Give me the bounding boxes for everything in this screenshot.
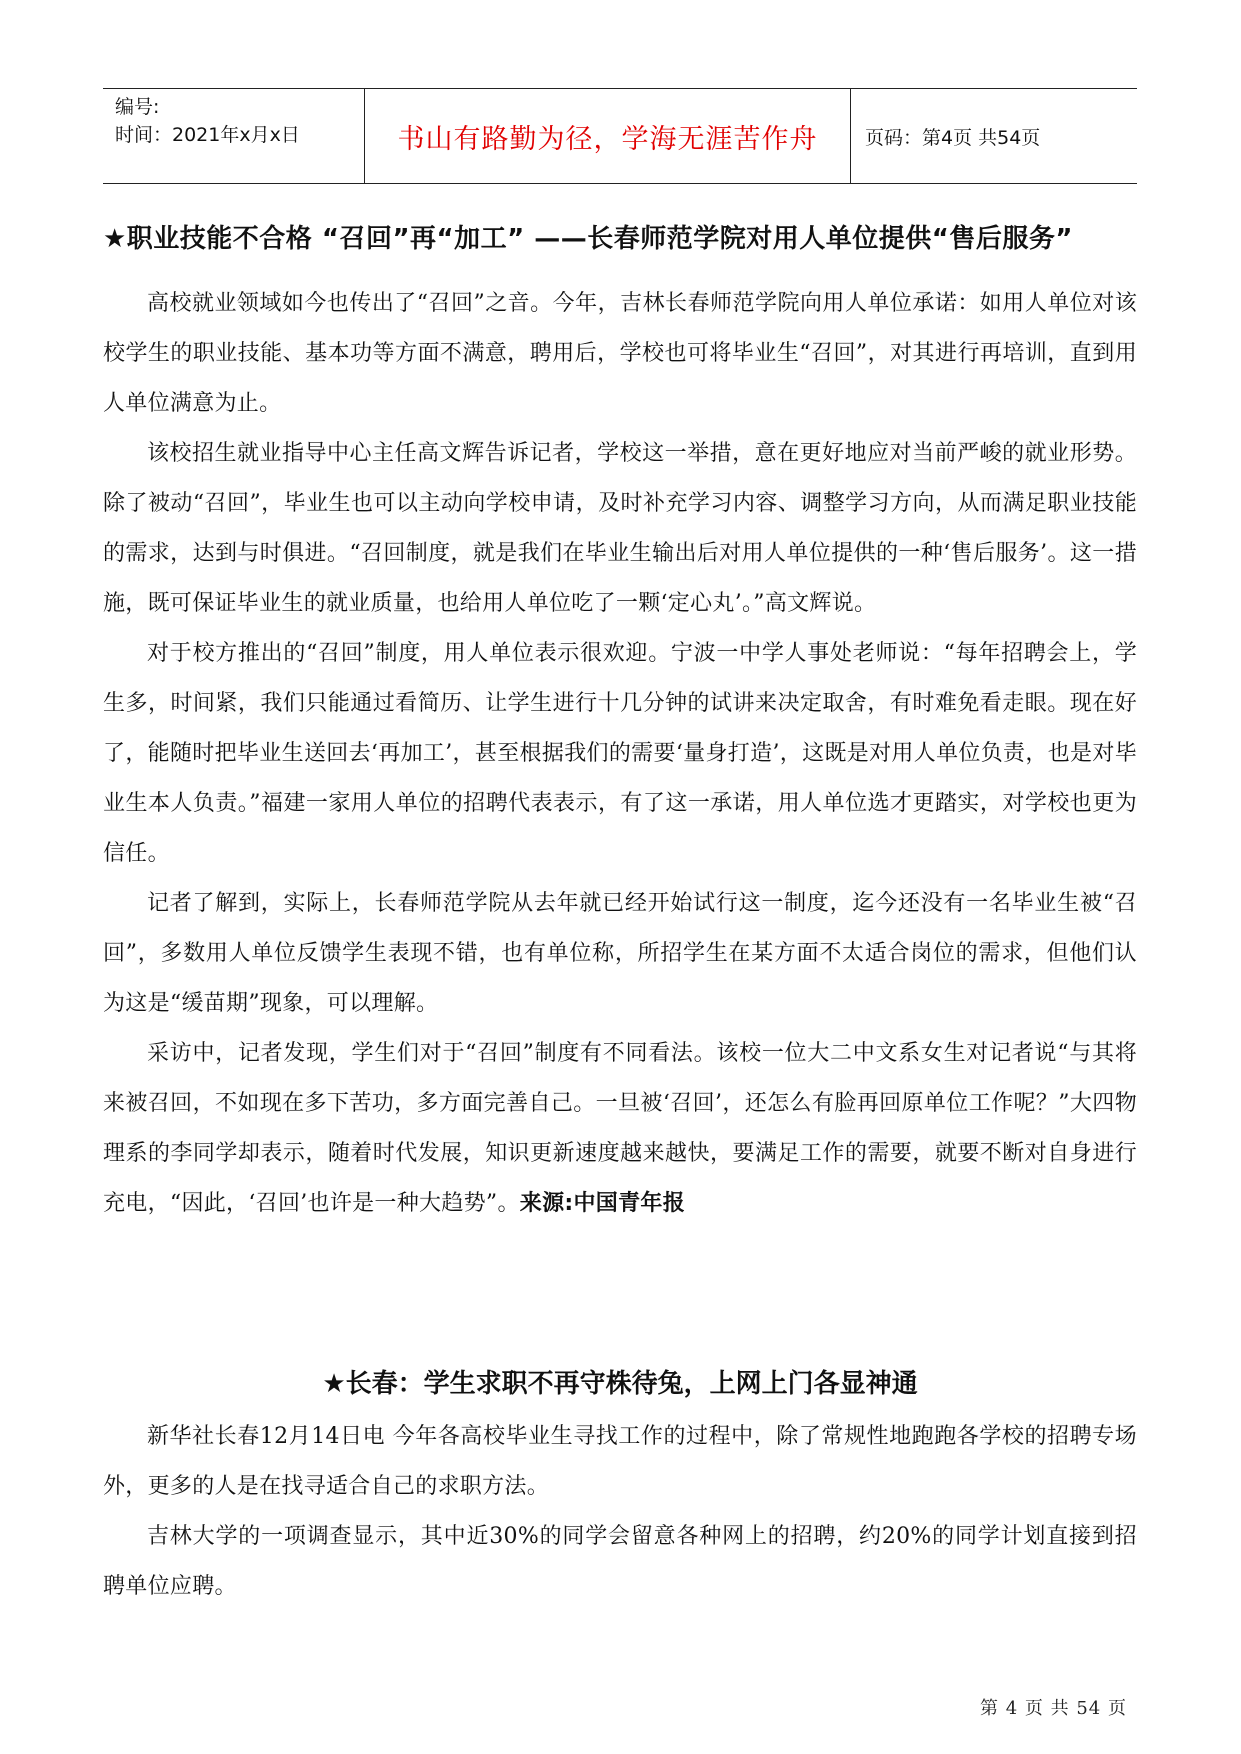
paragraph: 对于校方推出的“召回”制度，用人单位表示很欢迎。宁波一中学人事处老师说：“每年招聘会上，学生多，时间紧，我们只能通过看简历、让学生进行十几分钟的试讲来决定取舍，有时难免看走眼。现在好了，能随时把毕业生送回去‘再加工’，甚至根据我们的需要‘量身打造’，这既是对用人单位负责，也是对毕业生本人负责。”福建一家用人单位的招聘代表表示，有了这一承诺，用人单位选才更踏实，对学校也更为信任。 xyxy=(103,641,1137,866)
header-page-label: 页码：第4页 共54页 xyxy=(865,126,1041,149)
paragraph: 吉林大学的一项调查显示，其中近30%的同学会留意各种网上的招聘，约20%的同学计划直接到招聘单位应聘。 xyxy=(103,1524,1137,1599)
paragraph: 新华社长春12月14日电 今年各高校毕业生寻找工作的过程中，除了常规性地跑跑各学校的招聘专场外，更多的人是在找寻适合自己的求职方法。 xyxy=(103,1424,1137,1499)
article-title: ★长春：学生求职不再守株待兔，上网上门各显神通 xyxy=(322,1369,918,1399)
header-motto: 书山有路勤为径，学海无涯苦作舟 xyxy=(365,89,851,183)
time-label: 时间：2021年x月x日 xyxy=(115,124,300,146)
paragraph-text: 采访中，记者发现，学生们对于“召回”制度有不同看法。该校一位大二中文系女生对记者说“与其将来被召回，不如现在多下苦功，多方面完善自己。一旦被‘召回’，还怎么有脸再回原单位工作呢？”大四物理系的李同学却表示，随着时代发展，知识更新速度越来越快，要满足工作的需要，就要不断对自身进行充电，“因此，‘召回’也许是一种大趋势”。 xyxy=(103,1041,1137,1216)
header-meta xyxy=(103,89,365,183)
paragraph: 高校就业领域如今也传出了“召回”之音。今年，吉林长春师范学院向用人单位承诺：如用人单位对该校学生的职业技能、基本功等方面不满意，聘用后，学校也可将毕业生“召回”，对其进行再培训，直到用人单位满意为止。 xyxy=(103,291,1137,416)
source-credit: 来源:中国青年报 xyxy=(519,1191,685,1216)
article-job-search xyxy=(103,1360,1137,1612)
article-recall xyxy=(103,215,1137,1229)
paragraph: 该校招生就业指导中心主任高文辉告诉记者，学校这一举措，意在更好地应对当前严峻的就业形势。除了被动“召回”，毕业生也可以主动向学校申请，及时补充学习内容、调整学习方向，从而满足职业技能的需求，达到与时俱进。“召回制度，就是我们在毕业生输出后对用人单位提供的一种‘售后服务’。这一措施，既可保证毕业生的就业质量，也给用人单位吃了一颗‘定心丸’。”高文辉说。 xyxy=(103,441,1137,616)
article-title: ★职业技能不合格 “召回”再“加工” ——长春师范学院对用人单位提供“售后服务” xyxy=(103,224,1073,254)
page-footer: 第 4 页 共 54 页 xyxy=(980,1698,1127,1719)
paragraph: 记者了解到，实际上，长春师范学院从去年就已经开始试行这一制度，迄今还没有一名毕业生被“召回”，多数用人单位反馈学生表现不错，也有单位称，所招学生在某方面不太适合岗位的需求，但他们认为这是“缓苗期”现象，可以理解。 xyxy=(103,891,1137,1016)
paragraph xyxy=(103,1029,1137,1229)
page-header xyxy=(103,88,1137,184)
number-label: 编号: xyxy=(115,96,160,118)
